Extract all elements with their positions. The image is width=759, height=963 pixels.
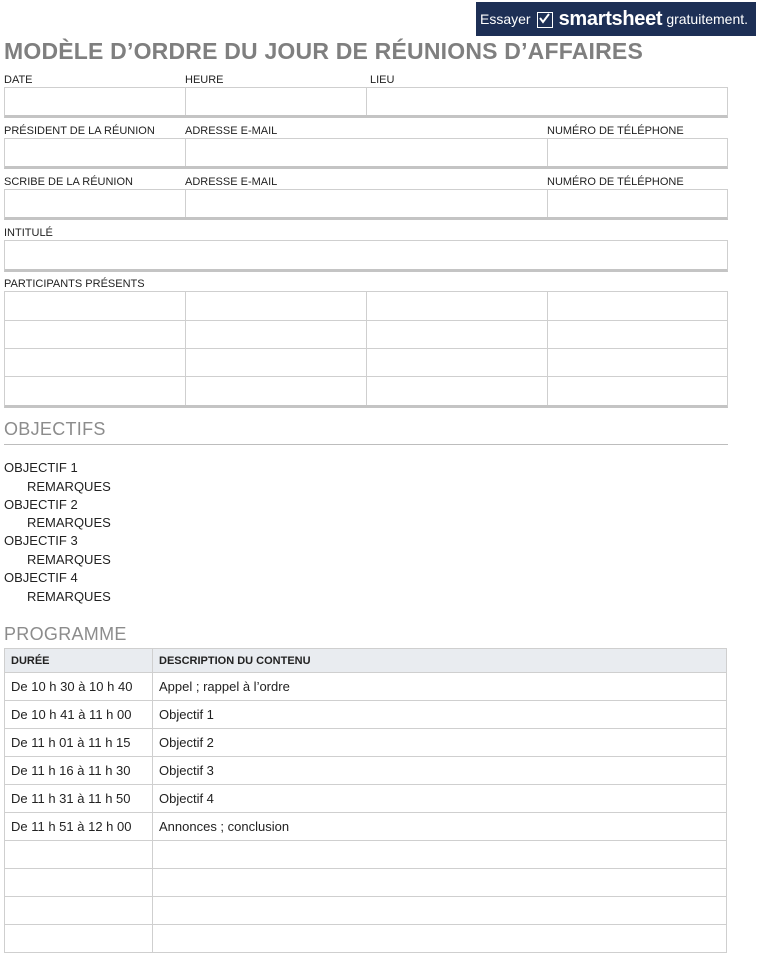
objective-label: OBJECTIF 4: [4, 570, 78, 585]
duration-cell: [5, 897, 153, 925]
description-cell: Annonces ; conclusion: [153, 813, 727, 841]
duration-cell: De 11 h 16 à 11 h 30: [5, 757, 153, 785]
duration-cell: De 10 h 30 à 10 h 40: [5, 673, 153, 701]
objective-label: OBJECTIF 2: [4, 497, 78, 512]
description-cell: [153, 897, 727, 925]
scribe-row: [4, 189, 728, 220]
description-cell: Objectif 3: [153, 757, 727, 785]
label-scribe: SCRIBE DE LA RÉUNION: [4, 176, 133, 188]
table-row: [5, 729, 727, 757]
field-divider: [185, 88, 186, 115]
column-header-duree: DURÉE: [5, 649, 153, 673]
label-email-1: ADRESSE E-MAIL: [185, 125, 278, 137]
column-header-description: DESCRIPTION DU CONTENU: [153, 649, 727, 673]
duration-cell: [5, 925, 153, 953]
checkmark-logo-icon: [537, 12, 553, 28]
programme-heading: PROGRAMME: [4, 624, 127, 644]
objective-note: REMARQUES: [27, 479, 111, 494]
duration-cell: De 11 h 51 à 12 h 00: [5, 813, 153, 841]
table-row: [5, 897, 727, 925]
objective-label: OBJECTIF 3: [4, 533, 78, 548]
table-row: [5, 673, 727, 701]
label-phone-2: NUMÉRO DE TÉLÉPHONE: [547, 176, 684, 188]
table-row: [5, 869, 727, 897]
objective-note: REMARQUES: [27, 589, 111, 604]
table-row: [5, 841, 727, 869]
intitule-field: [4, 240, 728, 272]
smartsheet-trial-banner[interactable]: [476, 2, 756, 36]
date-time-place-row: [4, 87, 728, 118]
description-cell: [153, 925, 727, 953]
label-intitule: INTITULÉ: [4, 227, 53, 239]
description-cell: [153, 869, 727, 897]
description-cell: [153, 841, 727, 869]
description-cell: Objectif 4: [153, 785, 727, 813]
objective-note: REMARQUES: [27, 552, 111, 567]
field-divider: [185, 139, 186, 166]
label-date: DATE: [4, 74, 33, 86]
objectifs-heading: OBJECTIFS: [4, 419, 106, 439]
table-row: [5, 813, 727, 841]
grid-row-divider: [5, 348, 727, 349]
label-email-2: ADRESSE E-MAIL: [185, 176, 278, 188]
president-row: [4, 138, 728, 169]
table-row: [5, 757, 727, 785]
banner-pre-text: Essayer: [480, 11, 531, 27]
label-president: PRÉSIDENT DE LA RÉUNION: [4, 125, 155, 137]
description-cell: Appel ; rappel à l’ordre: [153, 673, 727, 701]
objective-label: OBJECTIF 1: [4, 460, 78, 475]
field-divider: [366, 88, 367, 115]
label-lieu: LIEU: [370, 74, 395, 86]
description-cell: Objectif 1: [153, 701, 727, 729]
duration-cell: [5, 841, 153, 869]
objective-note: REMARQUES: [27, 515, 111, 530]
grid-row-divider: [5, 320, 727, 321]
field-divider: [185, 190, 186, 217]
label-heure: HEURE: [185, 74, 224, 86]
table-row: [5, 785, 727, 813]
description-cell: Objectif 2: [153, 729, 727, 757]
participants-grid: [4, 291, 728, 408]
grid-row-divider: [5, 376, 727, 377]
page-title: MODÈLE D’ORDRE DU JOUR DE RÉUNIONS D’AFFAIRES: [4, 38, 643, 64]
table-header-row: [5, 649, 727, 673]
section-divider: [4, 444, 728, 445]
label-participants: PARTICIPANTS PRÉSENTS: [4, 278, 145, 290]
duration-cell: De 10 h 41 à 11 h 00: [5, 701, 153, 729]
duration-cell: De 11 h 31 à 11 h 50: [5, 785, 153, 813]
table-row: [5, 925, 727, 953]
table-row: [5, 701, 727, 729]
field-divider: [547, 139, 548, 166]
programme-table: [4, 648, 727, 953]
banner-brand: smartsheet: [558, 7, 663, 30]
duration-cell: De 11 h 01 à 11 h 15: [5, 729, 153, 757]
field-divider: [547, 190, 548, 217]
duration-cell: [5, 869, 153, 897]
label-phone-1: NUMÉRO DE TÉLÉPHONE: [547, 125, 684, 137]
banner-post-text: gratuitement.: [666, 11, 749, 27]
